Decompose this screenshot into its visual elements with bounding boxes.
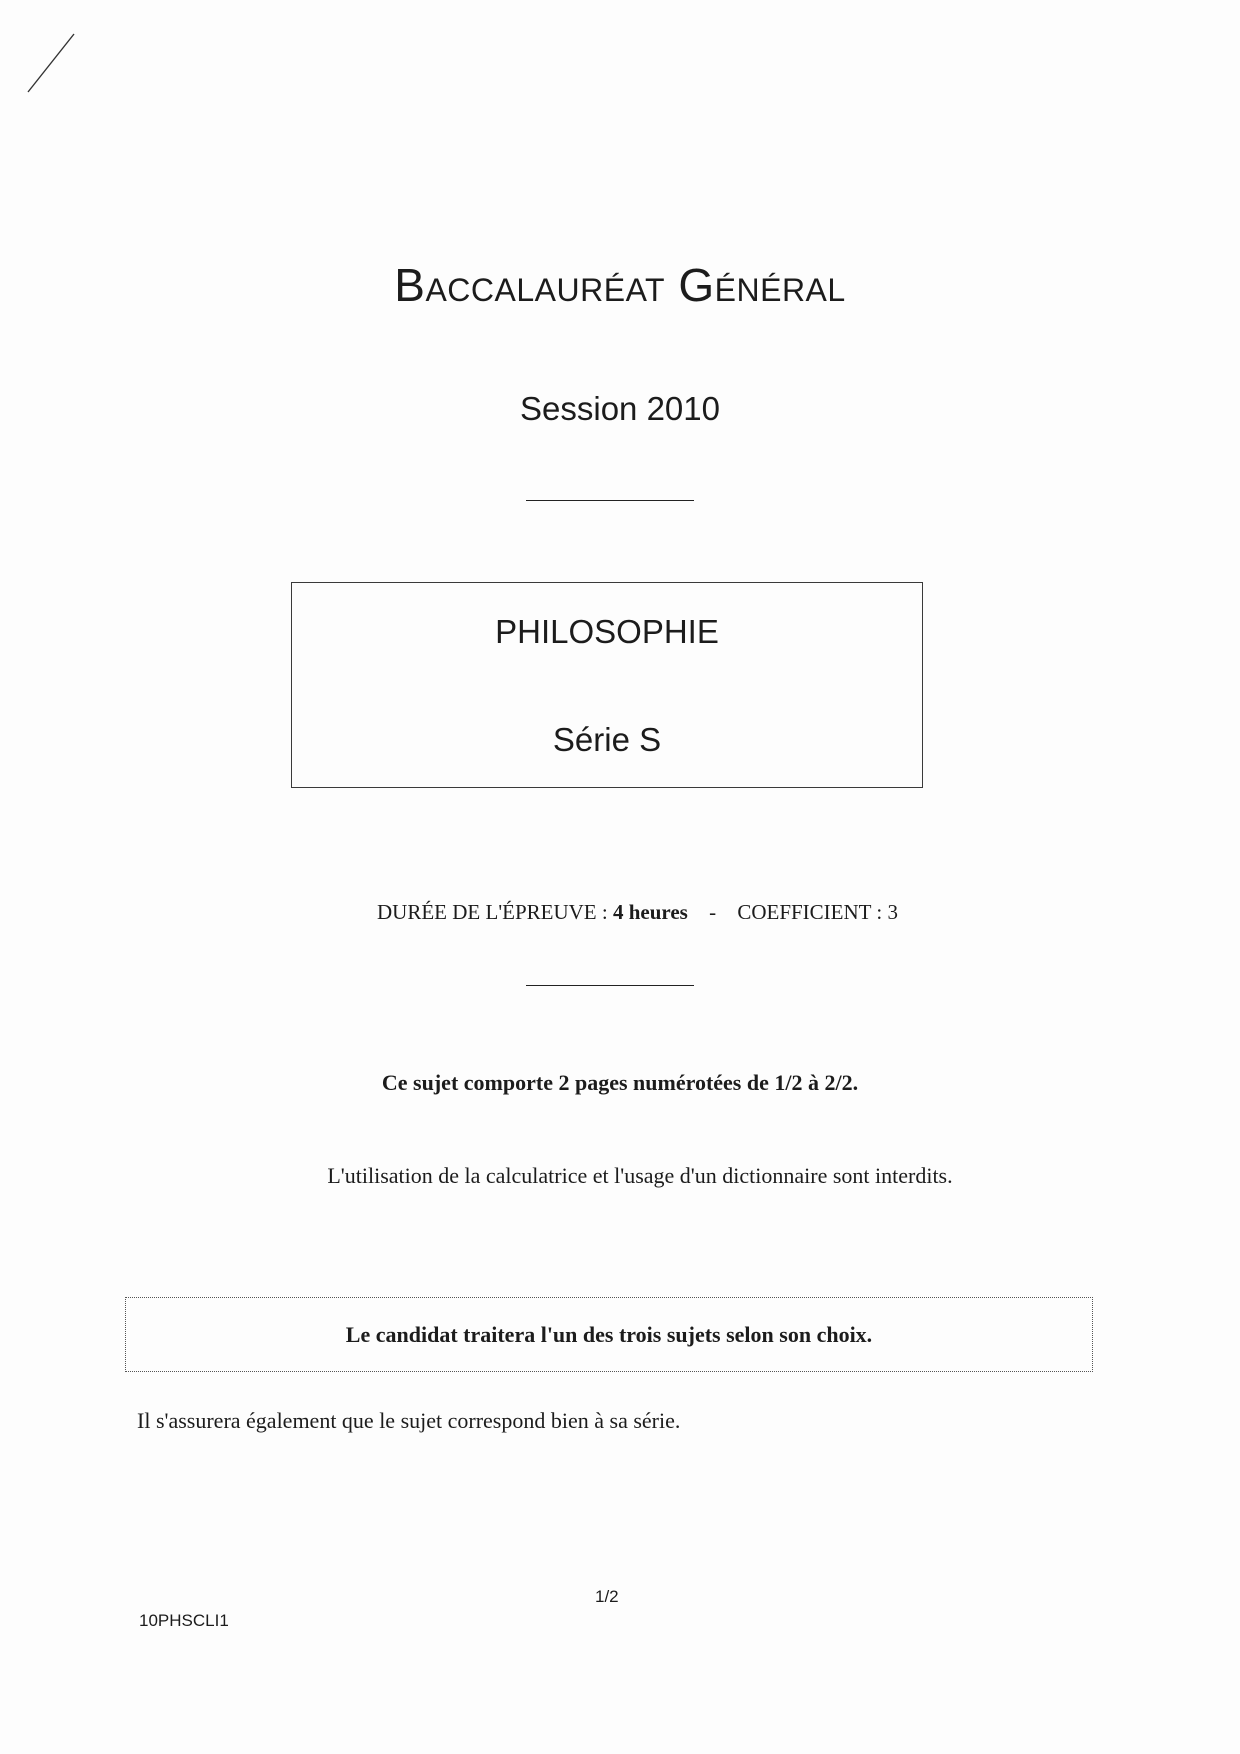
subject-name: PHILOSOPHIE <box>495 613 719 650</box>
subject-box <box>291 582 923 788</box>
coefficient-label: COEFFICIENT : <box>737 900 883 924</box>
duration-value: 4 heures <box>612 900 688 924</box>
separator: - <box>709 900 717 924</box>
duration-label: DURÉE DE L'ÉPREUVE : <box>377 900 608 924</box>
divider-middle <box>526 985 694 986</box>
verify-series-note: Il s'assurera également que le sujet correspond bien à sa série. <box>137 1408 681 1433</box>
series-label: Série S <box>552 721 662 758</box>
divider-top <box>526 500 694 501</box>
coefficient-value: 3 <box>887 900 898 924</box>
duration-coefficient-line <box>0 900 1240 925</box>
choice-instruction: Le candidat traitera l'un des trois sujets selon son choix. <box>345 1322 873 1347</box>
pages-info: Ce sujet comporte 2 pages numérotées de 1/2 à 2/2. <box>381 1070 859 1095</box>
pen-stroke-mark <box>22 30 82 100</box>
session-year: Session 2010 <box>520 390 720 427</box>
document-code: 10PHSCLI1 <box>139 1611 229 1630</box>
choice-instruction-box <box>125 1297 1093 1372</box>
calculator-note: L'utilisation de la calculatrice et l'usage d'un dictionnaire sont interdits. <box>327 1163 953 1188</box>
exam-title: Baccalauréat Général <box>394 259 846 311</box>
page-number: 1/2 <box>595 1587 619 1606</box>
